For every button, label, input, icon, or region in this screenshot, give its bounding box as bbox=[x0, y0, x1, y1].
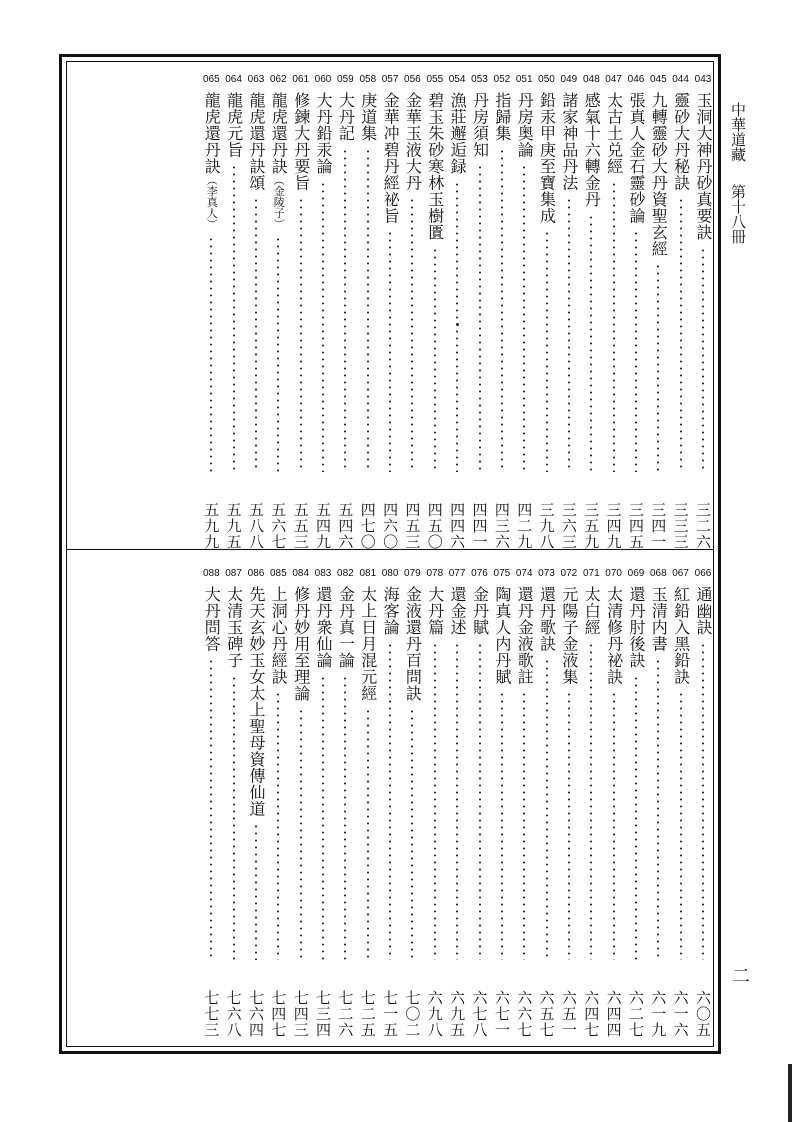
entry-title-text: 鉛汞甲庚至寶集成 bbox=[537, 92, 557, 224]
entry-title-text: 修鍊大丹要旨 bbox=[291, 92, 311, 191]
entry-page-number: 四四六 bbox=[448, 502, 467, 550]
entry-author-note: （金陵子） bbox=[272, 174, 286, 230]
dot-leader bbox=[367, 148, 369, 472]
entry-title bbox=[448, 92, 466, 175]
entry-page-number: 三四五 bbox=[627, 502, 645, 550]
dot-leader bbox=[456, 181, 458, 472]
entry-page-number: 七四三 bbox=[291, 990, 310, 1038]
entry-page-number: 四二九 bbox=[515, 502, 534, 550]
entry-page-number: 四六〇 bbox=[381, 502, 400, 550]
toc-entry[interactable] bbox=[269, 74, 287, 550]
entry-title bbox=[605, 92, 623, 175]
entry-number: 076 bbox=[471, 568, 488, 579]
entry-title-text: 玉清内書 bbox=[649, 586, 669, 652]
dot-leader bbox=[344, 148, 346, 472]
entry-title-text: 金華冲碧丹經祕旨 bbox=[381, 92, 401, 224]
toc-entry[interactable] bbox=[202, 74, 220, 550]
toc-entry[interactable] bbox=[560, 568, 578, 1038]
entry-page-number: 五九五 bbox=[224, 502, 243, 550]
dot-leader bbox=[613, 691, 615, 960]
toc-entry[interactable] bbox=[538, 568, 556, 1038]
toc-entry[interactable] bbox=[694, 74, 712, 550]
page-number: 二 bbox=[732, 966, 750, 987]
entry-number: 088 bbox=[202, 568, 220, 579]
entry-page-number: 七三四 bbox=[314, 990, 332, 1038]
entry-title bbox=[359, 586, 377, 702]
entry-number: 046 bbox=[627, 74, 645, 85]
entry-number: 065 bbox=[202, 74, 220, 85]
dot-leader bbox=[255, 823, 257, 960]
entry-title-text: 大丹問答 bbox=[202, 586, 222, 652]
entry-number: 064 bbox=[225, 74, 242, 85]
entry-title-text: 先天玄妙玉女太上聖母資傳仙道 bbox=[247, 586, 266, 817]
entry-title bbox=[538, 586, 556, 652]
entry-page-number: 五五三 bbox=[291, 502, 310, 550]
dot-leader bbox=[322, 675, 324, 960]
dot-leader bbox=[434, 247, 436, 472]
toc-entry[interactable] bbox=[448, 568, 466, 1038]
entry-title bbox=[694, 92, 712, 241]
entry-number: 051 bbox=[515, 74, 533, 85]
toc-entry[interactable] bbox=[493, 74, 511, 550]
entry-number: 057 bbox=[381, 74, 399, 85]
dot-leader bbox=[657, 263, 659, 472]
entry-page-number: 六四四 bbox=[604, 990, 623, 1038]
entry-page-number: 五四六 bbox=[336, 502, 355, 550]
dot-leader bbox=[702, 247, 704, 472]
dot-leader bbox=[389, 642, 391, 960]
entry-page-number: 五九九 bbox=[202, 502, 221, 550]
entry-number: 079 bbox=[404, 568, 421, 579]
dot-leader bbox=[411, 197, 413, 472]
entry-page-number: 六七一 bbox=[492, 990, 511, 1038]
entry-title bbox=[381, 586, 399, 636]
entry-number: 056 bbox=[404, 74, 421, 85]
dot-leader bbox=[322, 181, 324, 472]
toc-entry[interactable] bbox=[336, 74, 354, 550]
toc-entry[interactable] bbox=[672, 74, 690, 550]
entry-number: 086 bbox=[247, 568, 265, 579]
entry-page-number: 六五七 bbox=[537, 990, 556, 1038]
entry-title-text: 龍虎還丹訣 bbox=[202, 92, 222, 175]
dot-leader bbox=[657, 658, 659, 960]
entry-number: 067 bbox=[672, 568, 689, 579]
entry-number: 081 bbox=[359, 568, 377, 579]
entry-title bbox=[649, 92, 667, 257]
entry-page-number: 七二五 bbox=[358, 990, 377, 1038]
entry-page-number: 七七三 bbox=[202, 990, 221, 1038]
entry-title bbox=[314, 92, 332, 175]
entry-title-text: 還丹肘後訣 bbox=[627, 586, 646, 669]
entry-page-number: 七四七 bbox=[269, 990, 288, 1038]
entry-title-text: 大丹篇 bbox=[425, 586, 445, 636]
dot-leader bbox=[568, 691, 570, 960]
dot-leader bbox=[546, 658, 548, 960]
toc-entry[interactable] bbox=[381, 568, 399, 1038]
toc-entry[interactable] bbox=[247, 568, 265, 1038]
entry-page-number: 七一五 bbox=[381, 990, 400, 1038]
entry-title-text: 金液還丹百問訣 bbox=[403, 586, 423, 702]
entry-title-text: 指歸集 bbox=[492, 92, 512, 142]
entry-page-number: 七六八 bbox=[224, 990, 243, 1038]
entry-number: 087 bbox=[225, 568, 242, 579]
dot-leader bbox=[590, 642, 592, 960]
entry-title-text: 還金述 bbox=[448, 586, 468, 636]
dot-leader bbox=[501, 148, 503, 472]
entry-title bbox=[269, 586, 287, 685]
toc-entry[interactable] bbox=[292, 568, 310, 1038]
entry-number: 073 bbox=[538, 568, 555, 579]
entry-title-text: 海客論 bbox=[381, 586, 401, 636]
dot-leader bbox=[635, 675, 637, 960]
entry-title-text: 感氣十六轉金丹 bbox=[582, 92, 602, 208]
toc-entry[interactable] bbox=[582, 568, 600, 1038]
entry-page-number: 六七八 bbox=[470, 990, 489, 1038]
entry-number: 044 bbox=[672, 74, 689, 85]
entry-title bbox=[493, 586, 511, 685]
entry-number: 075 bbox=[493, 568, 511, 579]
entry-title-text: 龍虎還丹訣頌 bbox=[247, 92, 266, 191]
toc-entry[interactable] bbox=[649, 74, 667, 550]
entry-number: 055 bbox=[426, 74, 444, 85]
entry-title bbox=[605, 586, 623, 685]
entry-title bbox=[269, 92, 287, 230]
dot-leader bbox=[389, 230, 391, 472]
entry-title-text: 大丹鉛汞論 bbox=[314, 92, 333, 175]
entry-number: 080 bbox=[381, 568, 399, 579]
toc-entry[interactable] bbox=[359, 568, 377, 1038]
entry-number: 066 bbox=[694, 568, 712, 579]
entry-page-number: 四四一 bbox=[470, 502, 489, 550]
toc-entry[interactable] bbox=[672, 568, 690, 1038]
dot-leader bbox=[680, 197, 682, 472]
dot-leader bbox=[277, 236, 279, 472]
entry-title bbox=[403, 586, 421, 702]
entry-title-text: 龍虎元旨 bbox=[224, 92, 244, 158]
entry-title bbox=[560, 92, 578, 191]
entry-page-number: 六四七 bbox=[582, 990, 601, 1038]
dot-leader bbox=[456, 642, 458, 960]
entry-title bbox=[627, 586, 645, 669]
entry-title-text: 大丹記 bbox=[336, 92, 356, 142]
entry-title-text: 上洞心丹經訣 bbox=[269, 586, 289, 685]
book-title: 中華道藏 bbox=[729, 102, 747, 162]
entry-page-number: 五六七 bbox=[269, 502, 288, 550]
dot-leader bbox=[300, 708, 302, 960]
entry-title bbox=[672, 92, 690, 191]
entry-title-text: 諸家神品丹法 bbox=[559, 92, 579, 191]
entry-page-number: 三四九 bbox=[604, 502, 623, 550]
toc-entry[interactable] bbox=[515, 74, 533, 550]
entry-title bbox=[515, 586, 533, 685]
toc-entry[interactable] bbox=[605, 568, 623, 1038]
dot-leader bbox=[680, 691, 682, 960]
entry-title bbox=[336, 92, 354, 142]
entry-number: 078 bbox=[426, 568, 444, 579]
entry-page-number: 四三六 bbox=[492, 502, 511, 550]
toc-entry[interactable] bbox=[627, 74, 645, 550]
entry-title bbox=[202, 586, 220, 652]
entry-page-number: 三五九 bbox=[582, 502, 601, 550]
entry-title-text: 還丹歌訣 bbox=[537, 586, 557, 652]
entry-title bbox=[247, 92, 265, 191]
dot-leader bbox=[501, 691, 503, 960]
entry-title-text: 太白經 bbox=[582, 586, 602, 636]
toc-entry[interactable] bbox=[538, 74, 556, 550]
entry-number: 074 bbox=[515, 568, 533, 579]
entry-title bbox=[292, 92, 310, 191]
entry-title bbox=[426, 586, 444, 636]
entry-title-text: 金丹賦 bbox=[470, 586, 490, 636]
dot-leader bbox=[277, 691, 279, 960]
entry-page-number: 七二六 bbox=[336, 990, 355, 1038]
entry-title bbox=[493, 92, 511, 142]
entry-title-text: 陶真人内丹賦 bbox=[492, 586, 512, 685]
entry-page-number: 七〇二 bbox=[403, 990, 422, 1038]
toc-entry[interactable] bbox=[471, 568, 489, 1038]
entry-title bbox=[202, 92, 220, 230]
dot-leader bbox=[613, 181, 615, 472]
toc-entry[interactable] bbox=[247, 74, 265, 550]
toc-entry[interactable] bbox=[314, 568, 332, 1038]
entry-number: 077 bbox=[448, 568, 466, 579]
dot-leader bbox=[411, 708, 413, 960]
toc-entry[interactable] bbox=[403, 74, 421, 550]
entry-title-text: 太清玉碑子 bbox=[224, 586, 244, 669]
entry-title bbox=[471, 92, 489, 158]
entry-number: 083 bbox=[314, 568, 332, 579]
page-edge-mark bbox=[788, 1064, 792, 1122]
entry-page-number: 六一九 bbox=[649, 990, 668, 1038]
entry-title-text: 太清修丹祕訣 bbox=[604, 586, 624, 685]
dot-leader bbox=[635, 230, 637, 472]
entry-number: 052 bbox=[493, 74, 511, 85]
dot-leader bbox=[479, 164, 481, 472]
entry-title bbox=[694, 586, 712, 636]
dot-leader bbox=[233, 164, 235, 472]
entry-title bbox=[582, 586, 600, 636]
entry-title bbox=[582, 92, 600, 208]
toc-entry[interactable] bbox=[493, 568, 511, 1038]
entry-title bbox=[538, 92, 556, 224]
entry-page-number: 三三三 bbox=[671, 502, 690, 550]
entry-number: 071 bbox=[582, 568, 600, 579]
entry-title bbox=[627, 92, 645, 224]
entry-title bbox=[292, 586, 310, 702]
entry-number: 072 bbox=[560, 568, 578, 579]
entry-page-number: 五八八 bbox=[247, 502, 265, 550]
entry-title-text: 紅鉛入黑鉛訣 bbox=[671, 586, 691, 685]
entry-title-text: 太上日月混元經 bbox=[358, 586, 378, 702]
toc-entry[interactable] bbox=[471, 74, 489, 550]
toc-entry[interactable] bbox=[403, 568, 421, 1038]
entry-page-number: 三六三 bbox=[559, 502, 578, 550]
dot-leader bbox=[523, 691, 525, 960]
toc-entry[interactable] bbox=[627, 568, 645, 1038]
entry-number: 049 bbox=[560, 74, 578, 85]
entry-title bbox=[359, 92, 377, 142]
entry-page-number: 六九八 bbox=[425, 990, 444, 1038]
toc-entry[interactable] bbox=[292, 74, 310, 550]
entry-number: 050 bbox=[538, 74, 555, 85]
entry-title-text: 金丹真一論 bbox=[336, 586, 356, 669]
entry-title bbox=[448, 586, 466, 636]
entry-title bbox=[649, 586, 667, 652]
dot-leader bbox=[344, 675, 346, 960]
entry-page-number: 六五一 bbox=[559, 990, 578, 1038]
entry-page-number: 五四九 bbox=[314, 502, 332, 550]
entry-title-text: 通幽訣 bbox=[694, 586, 713, 636]
entry-title bbox=[336, 586, 354, 669]
toc-entry[interactable] bbox=[269, 568, 287, 1038]
entry-number: 043 bbox=[694, 74, 712, 85]
entry-number: 054 bbox=[448, 74, 466, 85]
entry-number: 053 bbox=[471, 74, 488, 85]
dot-leader bbox=[210, 236, 212, 472]
entry-title-text: 太古土兑經 bbox=[604, 92, 624, 175]
entry-number: 063 bbox=[247, 74, 265, 85]
entry-number: 058 bbox=[359, 74, 377, 85]
entry-page-number: 六〇五 bbox=[694, 990, 712, 1038]
dot-leader bbox=[568, 197, 570, 472]
toc-entry[interactable] bbox=[381, 74, 399, 550]
toc-entry[interactable] bbox=[359, 74, 377, 550]
toc-entry[interactable] bbox=[605, 74, 623, 550]
dot-leader bbox=[367, 708, 369, 960]
entry-number: 062 bbox=[269, 74, 287, 85]
toc-entry[interactable] bbox=[649, 568, 667, 1038]
volume-label: 第十八冊 bbox=[729, 184, 747, 244]
entry-title bbox=[381, 92, 399, 224]
entry-page-number: 六六七 bbox=[515, 990, 534, 1038]
entry-page-number: 六二七 bbox=[627, 990, 645, 1038]
entry-number: 069 bbox=[627, 568, 645, 579]
entry-number: 045 bbox=[649, 74, 667, 85]
entry-title-text: 靈砂大丹秘訣 bbox=[671, 92, 691, 191]
entry-title-text: 修丹妙用至理論 bbox=[291, 586, 311, 702]
entry-number: 060 bbox=[314, 74, 332, 85]
dot-leader bbox=[702, 642, 704, 960]
toc-entry[interactable] bbox=[694, 568, 712, 1038]
toc-entry[interactable] bbox=[202, 568, 220, 1038]
entry-number: 061 bbox=[292, 74, 310, 85]
toc-entry[interactable] bbox=[314, 74, 332, 550]
dot-leader bbox=[233, 675, 235, 960]
entry-author-note: （李真人） bbox=[205, 174, 219, 230]
entry-title bbox=[225, 586, 243, 669]
entry-number: 070 bbox=[605, 568, 622, 579]
dot-leader bbox=[590, 214, 592, 472]
dot-leader bbox=[255, 197, 257, 472]
entry-title-text: 張真人金石靈砂論 bbox=[627, 92, 646, 224]
entry-page-number: 七六四 bbox=[247, 990, 265, 1038]
dot-leader bbox=[523, 164, 525, 472]
entry-page-number: 三二六 bbox=[694, 502, 712, 550]
entry-title-text: 還丹金液歌註 bbox=[515, 586, 535, 685]
entry-page-number: 六九五 bbox=[448, 990, 467, 1038]
toc-entry[interactable] bbox=[560, 74, 578, 550]
entry-title-text: 庚道集 bbox=[358, 92, 378, 142]
entry-page-number: 四五〇 bbox=[425, 502, 444, 550]
entry-title-text: 漁莊邂逅録 bbox=[448, 92, 468, 175]
dot-leader bbox=[479, 642, 481, 960]
entry-title-text: 丹房奥論 bbox=[515, 92, 535, 158]
toc-entry[interactable] bbox=[336, 568, 354, 1038]
entry-title bbox=[471, 586, 489, 636]
toc-entry[interactable] bbox=[426, 568, 444, 1038]
entry-title-text: 九轉靈砂大丹資聖玄經 bbox=[649, 92, 669, 257]
entry-title bbox=[247, 586, 265, 817]
entry-title-text: 元陽子金液集 bbox=[559, 586, 579, 685]
dot-leader bbox=[546, 230, 548, 472]
toc-entry[interactable] bbox=[225, 568, 243, 1038]
entry-number: 048 bbox=[582, 74, 600, 85]
entry-title-text: 還丹衆仙論 bbox=[314, 586, 333, 669]
toc-entry[interactable] bbox=[426, 74, 444, 550]
entry-page-number: 三四一 bbox=[649, 502, 668, 550]
entry-title-text: 玉洞大神丹砂真要訣 bbox=[694, 92, 713, 241]
toc-entry[interactable] bbox=[515, 568, 533, 1038]
entry-title bbox=[515, 92, 533, 158]
entry-number: 068 bbox=[649, 568, 667, 579]
entry-title bbox=[225, 92, 243, 158]
entry-title bbox=[560, 586, 578, 685]
entry-page-number: 四五三 bbox=[403, 502, 422, 550]
entry-page-number: 四七〇 bbox=[358, 502, 377, 550]
toc-entry[interactable] bbox=[582, 74, 600, 550]
entry-number: 082 bbox=[337, 568, 354, 579]
entry-title-text: 碧玉朱砂寒林玉樹匱 bbox=[425, 92, 445, 241]
toc-entry[interactable] bbox=[448, 74, 466, 550]
entry-title bbox=[403, 92, 421, 191]
entry-title-text: 龍虎還丹訣 bbox=[269, 92, 289, 175]
entry-title-text: 丹房須知 bbox=[470, 92, 490, 158]
dot-leader bbox=[434, 642, 436, 960]
dot-leader bbox=[300, 197, 302, 472]
entry-page-number: 三九八 bbox=[537, 502, 556, 550]
entry-title bbox=[314, 586, 332, 669]
entry-number: 047 bbox=[605, 74, 622, 85]
entry-number: 084 bbox=[292, 568, 310, 579]
entry-number: 059 bbox=[337, 74, 354, 85]
entry-page-number: 六一六 bbox=[671, 990, 690, 1038]
entry-title bbox=[426, 92, 444, 241]
entry-title bbox=[672, 586, 690, 685]
toc-entry[interactable] bbox=[225, 74, 243, 550]
dot-leader bbox=[210, 658, 212, 960]
entry-number: 085 bbox=[269, 568, 287, 579]
entry-title-text: 金華玉液大丹 bbox=[403, 92, 423, 191]
